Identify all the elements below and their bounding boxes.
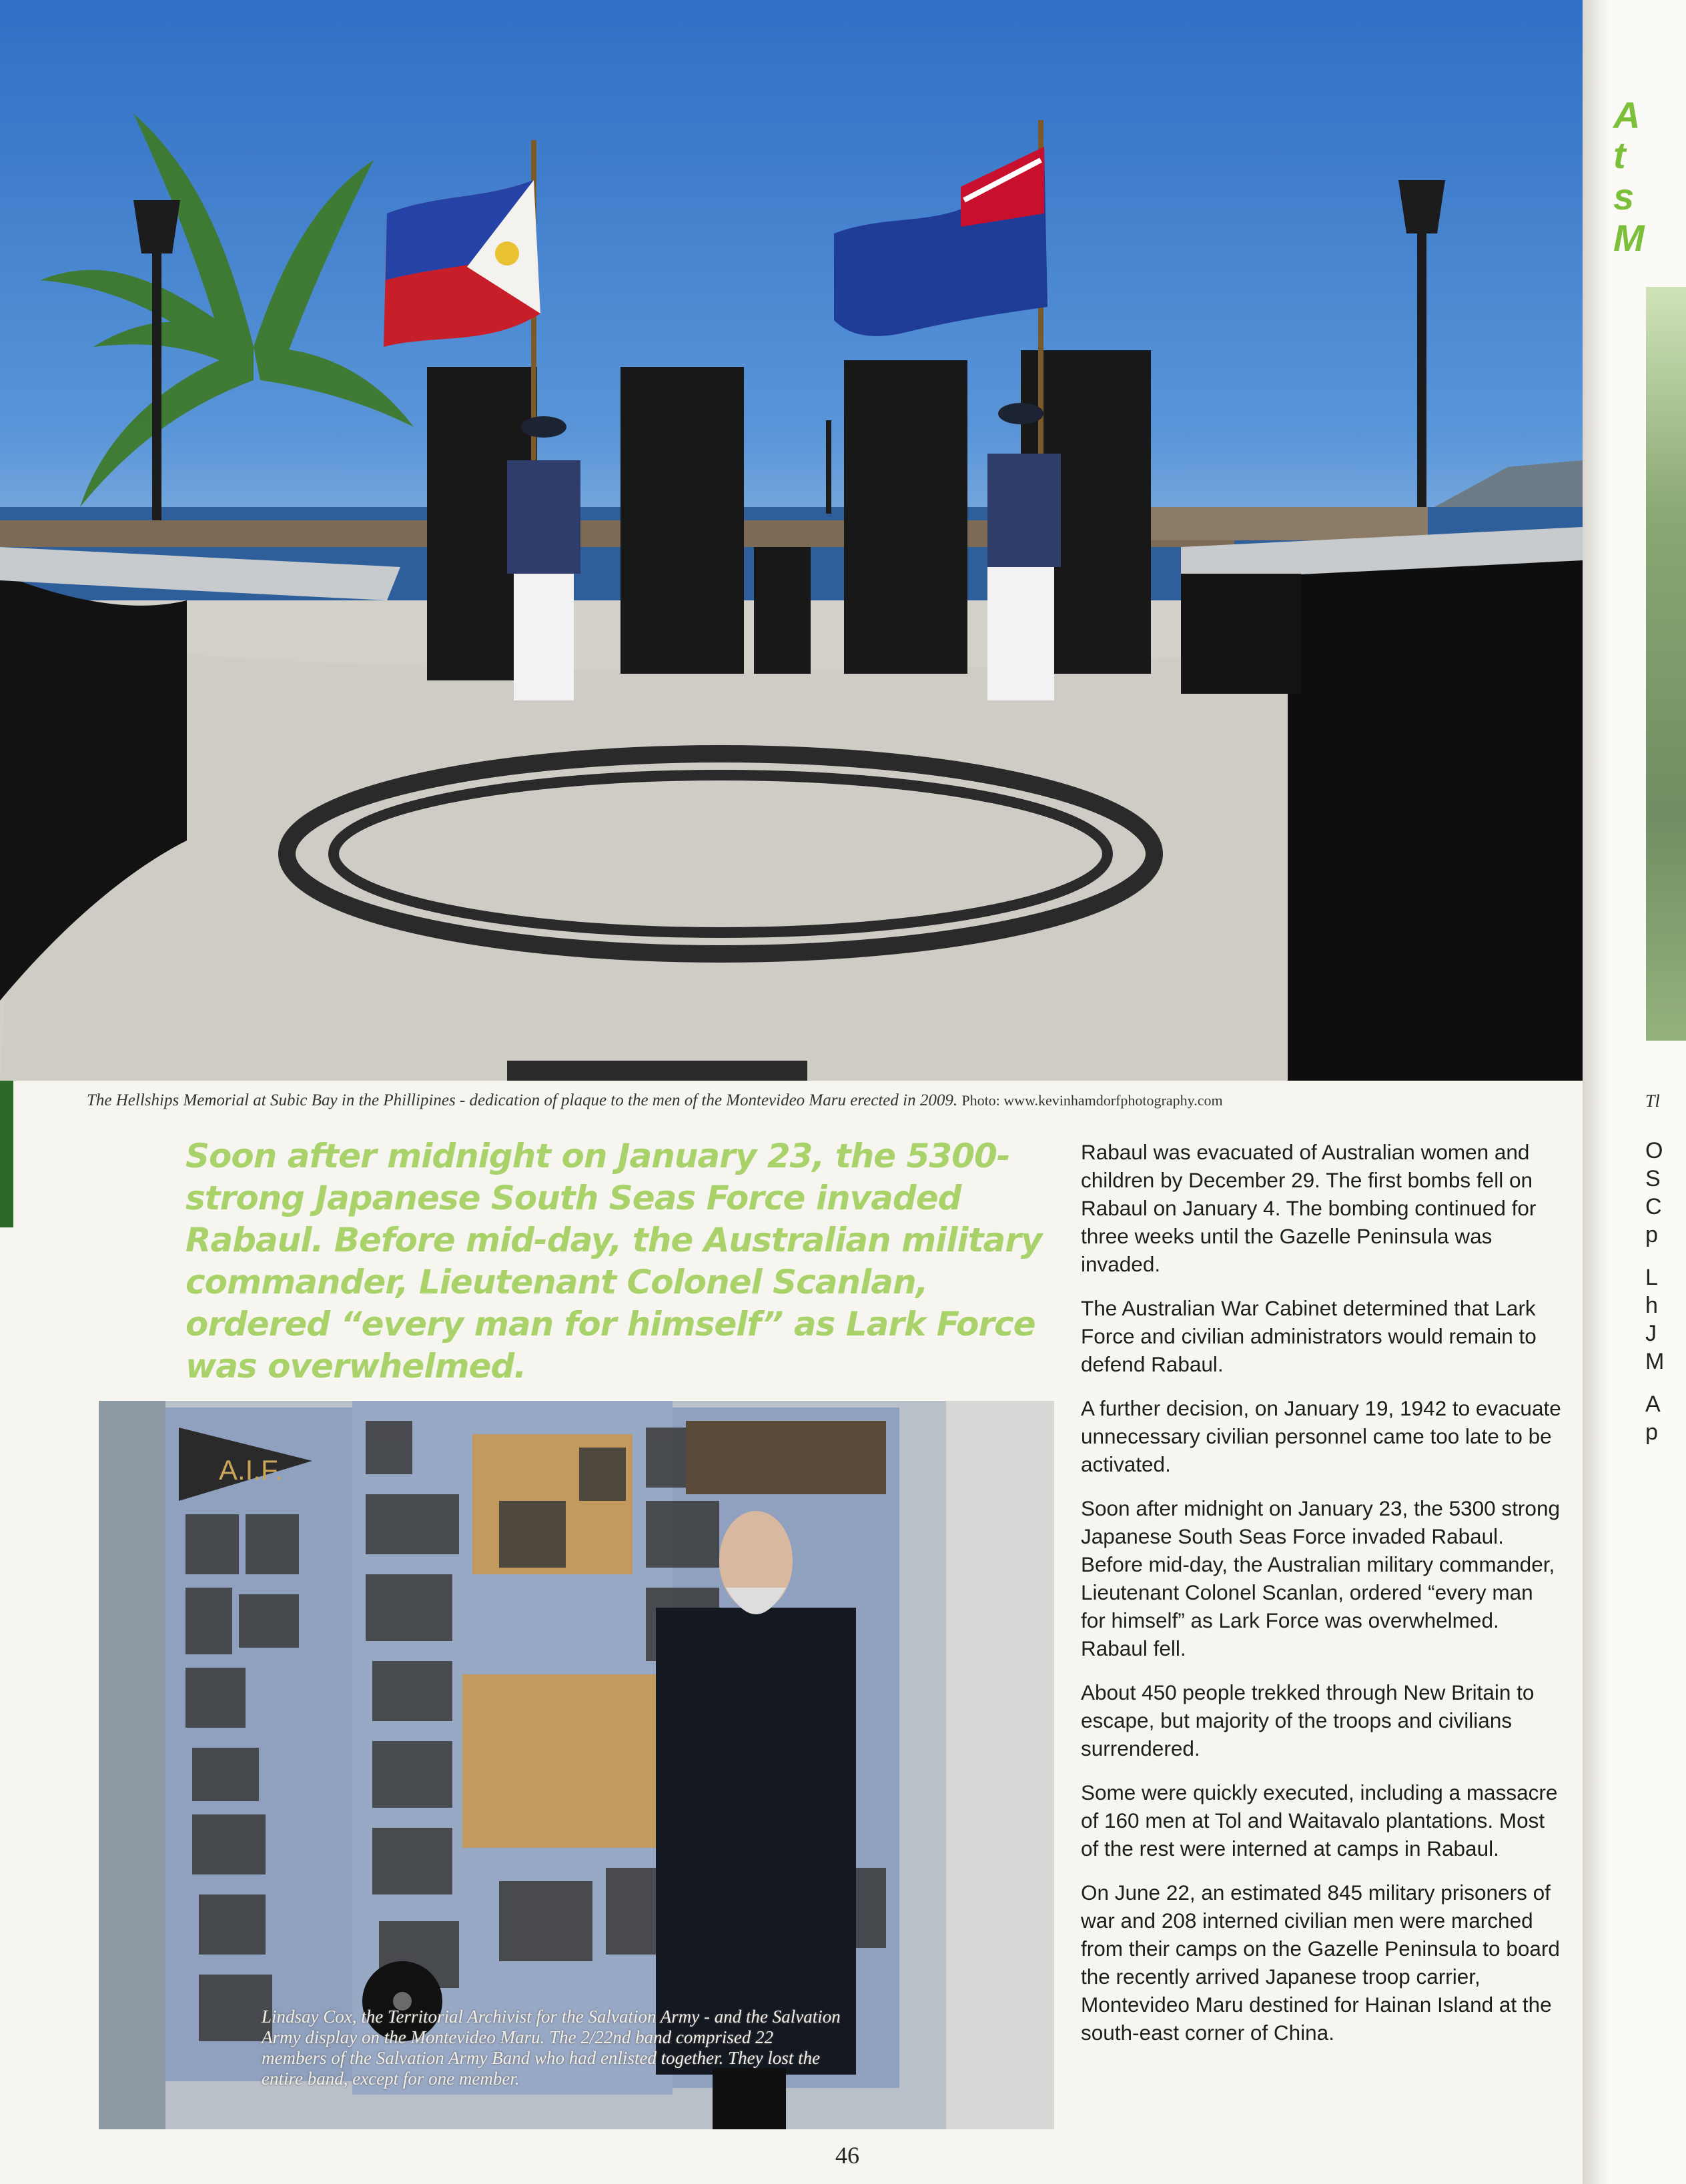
next-page-text-letter: L — [1645, 1265, 1658, 1290]
body-paragraph: On June 22, an estimated 845 military prisoners of war and 208 interned civilian men were marched from their camps on the Gazelle Peninsula to board the recently arrived Japanese troop carrier, Montevideo Maru destined for Hainan Island at the south-east corner of China. — [1081, 1880, 1560, 2045]
left-edge-strip — [0, 1081, 13, 1227]
next-page-text-letter: A — [1645, 1392, 1661, 1417]
body-paragraph: Rabaul was evacuated of Australian women and children by December 29. The first bombs fell on Rabaul on January 4. The bombing continued for three weeks until the Gazelle Peninsula was invaded. — [1081, 1140, 1537, 1276]
body-paragraph: A further decision, on January 19, 1942 to evacuate unnecessary civilian personnel came too late to be activated. — [1081, 1396, 1561, 1476]
next-page-text-letter: S — [1645, 1166, 1661, 1191]
next-page-text-letter: h — [1645, 1293, 1658, 1318]
pull-quote: Soon after midnight on January 23, the 5300-strong Japanese South Seas Force invaded Rabaul. Before mid-day, the Australian military commander, Lieutenant Colonel Scanlan, ordered “every man for himself” as Lark Force was overwhelmed. — [185, 1137, 1042, 1386]
body-paragraph: Some were quickly executed, including a massacre of 160 men at Tol and Waitavalo plantations. Most of the rest were interned at camps in Rabaul. — [1081, 1780, 1558, 1860]
next-page-photo-strip — [1646, 287, 1686, 1041]
next-page-heading-letter: A — [1613, 94, 1641, 136]
page-number: 46 — [835, 2142, 859, 2169]
next-page-text-letter: O — [1645, 1138, 1663, 1163]
body-paragraph: Soon after midnight on January 23, the 5300 strong Japanese South Seas Force invaded Rabaul. Before mid-day, the Australian military commander, Lieutenant Colonel Scanlan, ordered “every man for himself” as Lark Force was overwhelmed. Rabaul fell. — [1081, 1496, 1560, 1660]
next-page-text-letter: p — [1645, 1222, 1658, 1247]
article-body — [1081, 1138, 1561, 2063]
next-page-heading-letter: s — [1613, 175, 1635, 217]
memorial-photo-illustration — [0, 0, 1583, 1081]
photo-credit: Photo: www.kevinhamdorfphotography.com — [961, 1092, 1223, 1109]
next-page-text-letter: p — [1645, 1420, 1658, 1445]
next-page-text-letter: Tl — [1645, 1091, 1660, 1111]
next-page-heading-letter: t — [1613, 134, 1626, 176]
body-paragraph: About 450 people trekked through New Britain to escape, but majority of the troops and civilians surrendered. — [1081, 1680, 1535, 1760]
next-page-heading-letter: M — [1613, 217, 1645, 259]
next-page-fragment — [1583, 0, 1686, 2184]
next-page-text-letter: J — [1645, 1321, 1657, 1346]
next-page-text-letter: C — [1645, 1194, 1662, 1219]
page-gutter-shadow — [1583, 0, 1609, 2184]
next-page-text-letter: M — [1645, 1349, 1665, 1374]
photo-caption-text: The Hellships Memorial at Subic Bay in the Phillipines - dedication of plaque to the men of the Montevideo Maru erected in 2009. — [87, 1091, 958, 1109]
photo-caption — [87, 1091, 1581, 1110]
aif-banner-text: A.I.F. — [219, 1454, 283, 1486]
display-photo-caption: Lindsay Cox, the Territorial Archivist for the Salvation Army - and the Salvation Army display on the Montevideo Maru. The 2/22nd band comprised 22 members of the Salvation Army Band who had enlisted together. They lost the entire band, except for one member. — [262, 2007, 841, 2089]
body-paragraph: The Australian War Cabinet determined that Lark Force and civilian administrators would remain to defend Rabaul. — [1081, 1296, 1537, 1376]
memorial-photo — [0, 0, 1583, 1081]
